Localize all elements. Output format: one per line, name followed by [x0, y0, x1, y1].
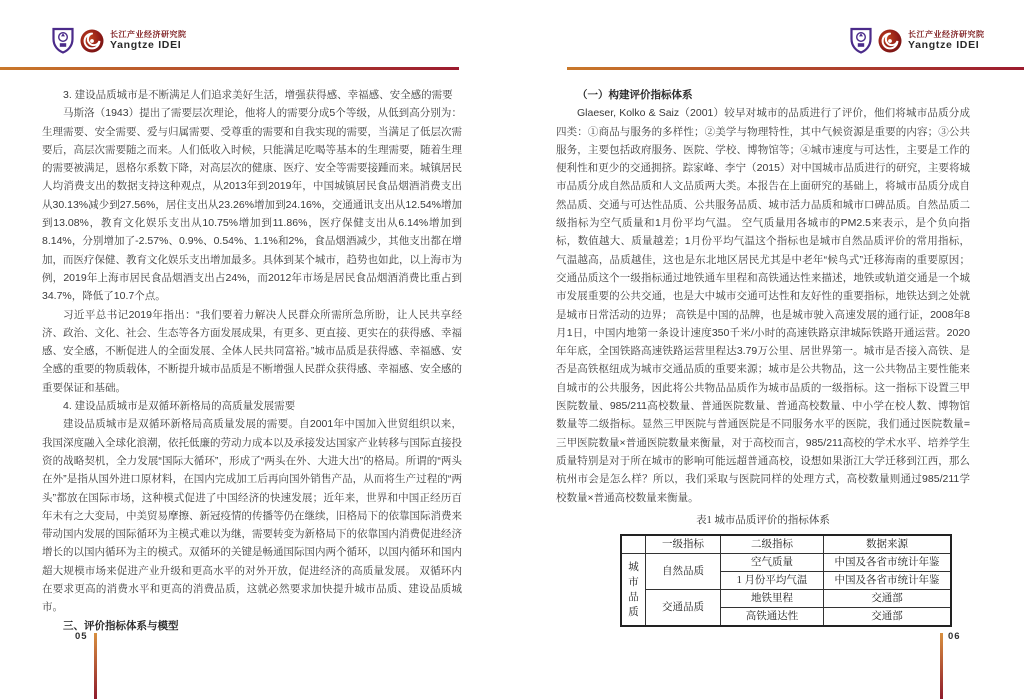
level2-cell: 1 月份平均气温 — [721, 572, 824, 590]
table-row — [621, 590, 951, 608]
table-corner-cell — [621, 535, 646, 554]
level2-cell: 高铁通达性 — [721, 608, 824, 627]
org-name-block — [110, 30, 187, 51]
page-header-right — [850, 27, 985, 54]
column-header: 二级指标 — [721, 535, 824, 554]
institute-logo-icon — [80, 29, 104, 53]
table-row — [621, 554, 951, 572]
level2-cell: 空气质量 — [721, 554, 824, 572]
source-cell: 交通部 — [824, 590, 952, 608]
page-number-right: 06 — [948, 631, 961, 642]
level1-cell: 自然品质 — [646, 554, 721, 590]
indicator-table — [620, 534, 952, 627]
subsection-heading-4: 4. 建设品质城市是双循环新格局的高质量发展需要 — [63, 400, 296, 413]
page-number-left: 05 — [75, 631, 88, 642]
org-name-en: Yangtze IDEI — [908, 39, 980, 51]
header-rule-right — [567, 67, 1024, 70]
org-name-zh: 长江产业经济研究院 — [908, 30, 985, 39]
source-cell: 中国及各省市统计年鉴 — [824, 572, 952, 590]
level2-cell: 地铁里程 — [721, 590, 824, 608]
subsection-heading: （一）构建评价指标体系 — [577, 89, 693, 101]
source-cell: 交通部 — [824, 608, 952, 627]
footer-bar-right — [940, 633, 943, 699]
left-page-content — [42, 86, 462, 635]
right-page-content — [556, 86, 970, 627]
university-crest-icon — [850, 27, 872, 54]
university-crest-icon — [52, 27, 74, 54]
header-rule-left — [0, 67, 459, 70]
subsection-heading-3: 3. 建设品质城市是不断满足人们追求美好生活，增强获得感、幸福感、安全感的需要 — [63, 89, 453, 101]
paragraph: 建设品质城市是双循环新格局高质量发展的需要。自2001年中国加入世贸组织以来，我国深度融入全球化浪潮，依托低廉的劳动力成本以及承接发达国家产业转移与国际直接投资的战略契机，全力发展“国际大循环”，形成了“两头在外、大进大出”的格局。所谓的“两头在外”是指从国外进口原材料，在国内完成加工后再向国外销售产品，从而将生产过程的“两头”都放在国际市场，这种模式促进了中国经济的快速发展；近年来，世界和中国正经历百年未有之大变局，中美贸易摩擦、新冠疫情的传播等仍在继续，旧格局下的依靠国际消费来带动国内发展的国际循环为主模式难以为继，需要转变为新格局下的依靠国内消费促进经济增长的以国内循环为主的模式。双循环的关键是畅通国际国内两个循环，以国内循环和国内超大规模市场来促进产业升级和更高水平的对外开放，促进经济的高质量发展。 双循环内在要求更高的消费水平和更高的消费品质，这就必然要求加快提升城市品质、建设品质城市。 — [42, 418, 462, 614]
institute-logo-icon — [878, 29, 902, 53]
section-heading: 三、评价指标体系与模型 — [63, 619, 179, 632]
table-title: 表1 城市品质评价的指标体系 — [696, 514, 830, 526]
level1-cell: 交通品质 — [646, 590, 721, 627]
page-header-left — [52, 27, 187, 54]
paragraph: 马斯洛（1943）提出了需要层次理论，他将人的需要分成5个等级，从低到高分别为：生理需要、安全需要、爱与归属需要、受尊重的需要和自我实现的需要，当满足了低层次需要后，高层次需要随之而来。人们低收入时候，只能满足吃喝等基本的生理需要，随着生理的需要被满足，恩格尔系数下降，对高层次的健康、医疗、安全等需要接踵而来。城镇居民人均消费支出的数据支持这种观点，从2013年到2019年，中国城镇居民食品烟酒消费支出从30.13%减少到27.56%，居住支出从23.26%增加到24.16%，交通通讯支出从12.54%增加到13.08%，教育文化娱乐支出从10.75%增加到11.86%，医疗保健支出从6.14%增加到8.14%，分别增加了-2.57%、0.9%、0.54%、1.1%和2%，食品烟酒减少，其他支出都在增加，而医疗保健、教育文化娱乐支出增加最多。具体到某个城市，趋势也如此，以上海市为例，2019年上海市居民食品烟酒支出占24%，而2012年市场是居民食品烟酒消费比重占到34.7%，降低了10.7个点。 — [42, 107, 462, 303]
org-name-zh: 长江产业经济研究院 — [110, 30, 187, 39]
paragraph: Glaeser, Kolko & Saiz（2001）较早对城市的品质进行了评价，他们将城市品质分成四类：①商品与服务的多样性；②美学与物理特性，其中气候资源是重要的内容；③公共服务，主要包括政府服务、医院、学校、博物馆等；④城市速度与可达性，主要是工作的便利性和更少的交通拥挤。踪家峰、李宁（2015）对中国城市品质进行的研究，主要将城市品质分成自然品质和人文品质两大类。本报告在上面研究的基础上，将城市品质分成自然品质、交通与可达性品质、公共服务品质、城市活力品质和城市口碑品质。自然品质二级指标为空气质量和1月份平均气温。 空气质量用各城市的PM2.5来表示，是个负向指标，数值越大、质量越差；1月份平均气温这个指标也是城市自然品质评价的常用指标，气温越高，品质越佳，这也是东北地区居民尤其是中老年“候鸟式”迁移海南的重要原因；交通品质这个一级指标通过地铁通车里程和高铁通达性来描述，地铁或轨道交通是一个城市发展重要的公共交通，也是大中城市交通可达性和友好性的重要指标，地铁达到之处就是城市日常活动的边界； 高铁是中国的品牌，也是城市驶入高速发展的通行证，2008年8月1日，中国内地第一条设计速度350千米/小时的高速铁路京津城际铁路开通运营。2020年年底，全国铁路高速铁路运营里程达3.79万公里、居世界第一。城市是否接入高铁、是否是高铁枢纽成为城市交通品质的重要来源；城市是公共物品，这一公共物品主要性能来自城市的公共服务，因此将公共物品品质作为城市品质的一级指标。这一指标下设置三甲医院数量、985/211高校数量、普通医院数量、普通高校数量、中小学在校人数、博物馆数量等二级指标。显然三甲医院与普通医院是不同服务水平的医院，我们通过医院数量=三甲医院数量×普通医院数量来衡量，对于高校而言，985/211高校的学术水平、培养学生质量特别是对于所在城市的影响可能远超普通高校，设想如果浙江大学迁移到江西，那么杭州市会是怎么样？所以，我们采取与医院同样的处理方式，高校数量则通过985/211学校数量×普通高校数量来衡量。 — [556, 107, 970, 504]
source-cell: 中国及各省市统计年鉴 — [824, 554, 952, 572]
column-header: 一级指标 — [646, 535, 721, 554]
table-header-row — [621, 535, 951, 554]
table-group-label: 城市品质 — [621, 554, 646, 627]
org-name-en: Yangtze IDEI — [110, 39, 182, 51]
org-name-block — [908, 30, 985, 51]
column-header: 数据来源 — [824, 535, 952, 554]
paragraph: 习近平总书记2019年指出：“我们要着力解决人民群众所需所急所盼，让人民共享经济、政治、文化、社会、生态等各方面发展成果，有更多、更直接、更实在的获得感、幸福感、安全感，不断促进人的全面发展、全体人民共同富裕。”城市品质是获得感、幸福感、安全感的重要的物质载体，不断提升城市品质是不断增强人民群众获得感、幸福感、安全感的重要保证和基础。 — [42, 308, 462, 394]
footer-bar-left — [94, 633, 97, 699]
